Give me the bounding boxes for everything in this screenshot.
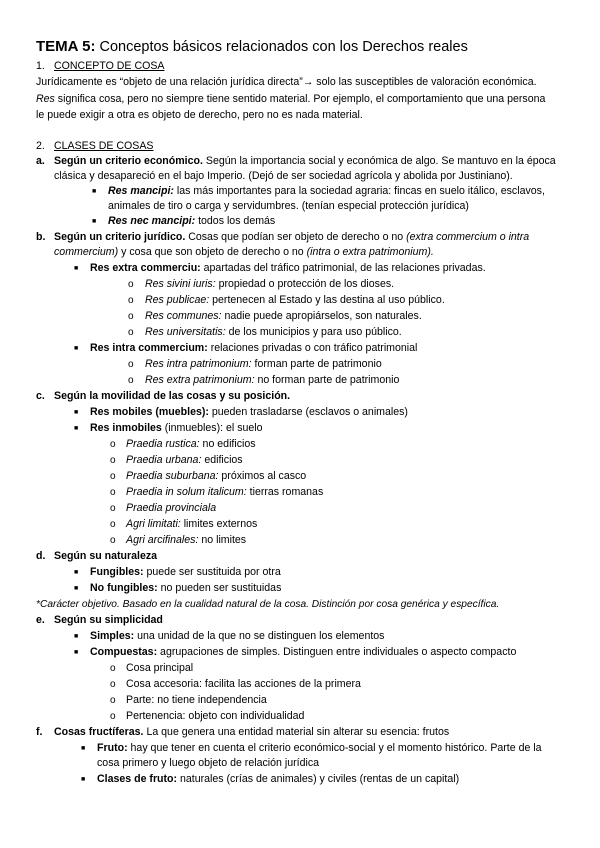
item-d-marker: d. [36,550,46,562]
term: Res communes: [145,310,222,322]
text: no forman parte de patrimonio [254,374,400,386]
list-item-text [90,422,263,435]
list-item [92,185,96,199]
circle-bullet-icon: o [110,455,116,466]
section-1-heading [36,60,165,73]
item-f [36,726,450,739]
sub-item [145,358,382,371]
text: nadie puede apropiárselos, son naturales. [221,310,422,322]
sub-item [145,294,445,307]
term: Res inmobiles [90,422,162,434]
list-item-text [108,215,275,228]
term: Agri arcifinales: [126,534,199,546]
sub-item [126,534,246,547]
circle-bullet-icon: o [128,327,134,338]
circle-bullet-icon: o [110,663,116,674]
circle-bullet-icon: o [128,279,134,290]
term: Fungibles: [90,566,144,578]
text: forman parte de patrimonio [251,358,382,370]
text: y cosa que son objeto de derecho o no [118,246,307,258]
title-text: Conceptos básicos relacionados con los Derechos reales [99,39,468,55]
sub-item [145,326,402,339]
square-bullet-icon: ■ [81,745,86,752]
item-e [36,614,163,627]
term: Fruto: [97,742,128,754]
page-title [36,38,468,56]
text-em: commercium) [54,246,119,258]
item-b-lead: Según un criterio jurídico. [54,231,186,243]
circle-bullet-icon: o [128,311,134,322]
list-item [74,262,78,276]
res-term: Res [36,93,55,105]
term: Clases de fruto: [97,773,178,785]
term: Res extra commerciu: [90,262,201,274]
term: Compuestas: [90,646,158,658]
section-1-paragraph-line: Jurídicamente es “objeto de una relación jurídica directa”→ solo las susceptibles de valoración económica. [36,76,537,88]
circle-bullet-icon: o [110,487,116,498]
list-item [74,582,78,596]
item-a-text-line: clásica y desapareció en el bajo Imperio. (Dejó de ser sociedad agrícola y abolida por Justiniano). [54,170,513,182]
circle-bullet-icon: o [110,711,116,722]
list-item [81,773,85,787]
circle-bullet-icon: o [110,535,116,546]
section-2-title: CLASES DE COSAS [54,140,154,152]
term: Agri limitati: [126,518,181,530]
list-item [81,742,85,756]
sub-item [126,438,256,451]
square-bullet-icon: ■ [74,425,79,432]
term: Praedia urbana: [126,454,202,466]
text: las más importantes para la sociedad agraria: fincas en suelo itálico, esclavos, [173,185,545,197]
list-item-text [90,646,516,659]
square-bullet-icon: ■ [74,649,79,656]
list-item-text [90,630,384,643]
list-item [74,630,78,644]
square-bullet-icon: ■ [74,409,79,416]
section-1-title: CONCEPTO DE COSA [54,60,165,72]
item-a-lead: Según un criterio económico. [54,155,203,167]
text: limites externos [180,518,258,530]
list-item-text [90,406,408,419]
list-item [92,215,96,229]
text: pueden trasladarse (esclavos o animales) [208,406,408,418]
sub-item [126,502,216,515]
sub-item: Parte: no tiene independencia [126,694,267,706]
text: (inmuebles): el suelo [161,422,263,434]
circle-bullet-icon: o [110,503,116,514]
term: Res intra patrimonium: [145,358,252,370]
square-bullet-icon: ■ [92,188,97,195]
circle-bullet-icon: o [128,295,134,306]
term: Res publicae: [145,294,210,306]
item-c [36,390,291,403]
square-bullet-icon: ■ [74,345,79,352]
term: Res extra patrimonium: [145,374,255,386]
item-c-marker: c. [36,390,45,402]
item-a [36,155,556,168]
term: No fungibles: [90,582,158,594]
list-item-text [90,566,281,579]
list-item [74,406,78,420]
square-bullet-icon: ■ [74,585,79,592]
item-b-text-line [54,246,434,259]
item-a-marker: a. [36,155,45,167]
text: no edificios [199,438,256,450]
term: Praedia provinciala [126,502,217,514]
term: Res sivini iuris: [145,278,216,290]
circle-bullet-icon: o [128,375,134,386]
sub-item [145,374,399,387]
sub-item [126,518,257,531]
text: relaciones privadas o con tráfico patrimonial [207,342,418,354]
term: Praedia in solum italicum: [126,486,247,498]
list-item-text [108,185,545,198]
sub-item: Cosa accesoria: facilita las acciones de la primera [126,678,361,690]
item-c-lead: Según la movilidad de las cosas y su posición. [54,390,291,402]
text: apartadas del tráfico patrimonial, de las relaciones privadas. [200,262,486,274]
text: pertenecen al Estado y las destina al uso público. [209,294,445,306]
square-bullet-icon: ■ [81,776,86,783]
term: Res universitatis: [145,326,226,338]
list-item-text: cosa primero y luego objeto de relación jurídica [97,757,320,769]
item-d-lead: Según su naturaleza [54,550,158,562]
text: naturales (crías de animales) y civiles (rentas de un capital) [177,773,460,785]
list-item-text [97,742,542,755]
list-item [74,342,78,356]
list-item-text: animales de tiro o carga y servidumbres. (tenían especial protección jurídica) [108,200,469,212]
circle-bullet-icon: o [110,695,116,706]
term: Res nec mancipi: [108,215,196,227]
list-item-text [90,262,486,275]
item-f-lead: Cosas fructíferas. [54,726,144,738]
text: agrupaciones de simples. Distinguen entre individuales o aspecto compacto [157,646,517,658]
item-d [36,550,158,563]
text: edificios [201,454,243,466]
section-2-heading [36,140,154,153]
item-b-marker: b. [36,231,46,243]
term: Res intra commercium: [90,342,208,354]
note-text: *Carácter objetivo. Basado en la cualidad natural de la cosa. Distinción por cosa genérica y específica. [36,599,500,610]
sub-item [126,470,306,483]
list-item [74,566,78,580]
term: Praedia rustica: [126,438,200,450]
list-item-text [90,582,281,595]
section-1-paragraph-line [36,93,545,106]
list-item [74,646,78,660]
text: hay que tener en cuenta el criterio económico-social y el momento histórico. Parte de la [127,742,542,754]
text: puede ser sustituida por otra [143,566,281,578]
item-a-text: Según la importancia social y económica de algo. Se mantuvo en la época [202,155,556,167]
text-em: (intra o extra patrimonium). [306,246,434,258]
term: Res mobiles (muebles): [90,406,209,418]
text: tierras romanas [246,486,324,498]
list-item-text [90,342,417,355]
circle-bullet-icon: o [110,471,116,482]
circle-bullet-icon: o [128,359,134,370]
square-bullet-icon: ■ [92,218,97,225]
text: de los municipios y para uso público. [225,326,402,338]
note [36,598,499,611]
circle-bullet-icon: o [110,519,116,530]
term: Praedia suburbana: [126,470,219,482]
text: próximos al casco [218,470,307,482]
text: no pueden ser sustituidas [157,582,282,594]
item-e-lead: Según su simplicidad [54,614,163,626]
item-f-marker: f. [36,726,43,738]
text: Cosas que podían ser objeto de derecho o no [185,231,407,243]
text: no limites [198,534,247,546]
sub-item [126,486,323,499]
sub-item [145,310,422,323]
item-e-marker: e. [36,614,45,626]
section-2-number: 2. [36,140,45,152]
square-bullet-icon: ■ [74,633,79,640]
text: todos los demás [195,215,276,227]
sub-item [145,278,394,291]
sub-item [126,454,243,467]
term: Res mancipi: [108,185,174,197]
text: La que genera una entidad material sin alterar su esencia: frutos [143,726,450,738]
section-1-number: 1. [36,60,45,72]
text-em: (extra commercium o intra [406,231,530,243]
list-item [74,422,78,436]
title-number: TEMA 5: [36,38,96,55]
term: Simples: [90,630,135,642]
circle-bullet-icon: o [110,439,116,450]
text: propiedad o protección de los dioses. [215,278,395,290]
item-b [36,231,530,244]
text: una unidad de la que no se distinguen los elementos [134,630,385,642]
circle-bullet-icon: o [110,679,116,690]
sub-item: Cosa principal [126,662,194,674]
section-1-paragraph-line: le puede exigir a otra es objeto de derecho, pero no es nada material. [36,109,363,121]
text: significa cosa, pero no siempre tiene sentido material. Por ejemplo, el comportamiento que una persona [54,93,546,105]
square-bullet-icon: ■ [74,569,79,576]
list-item-text [97,773,459,786]
sub-item: Pertenencia: objeto con individualidad [126,710,305,722]
square-bullet-icon: ■ [74,265,79,272]
